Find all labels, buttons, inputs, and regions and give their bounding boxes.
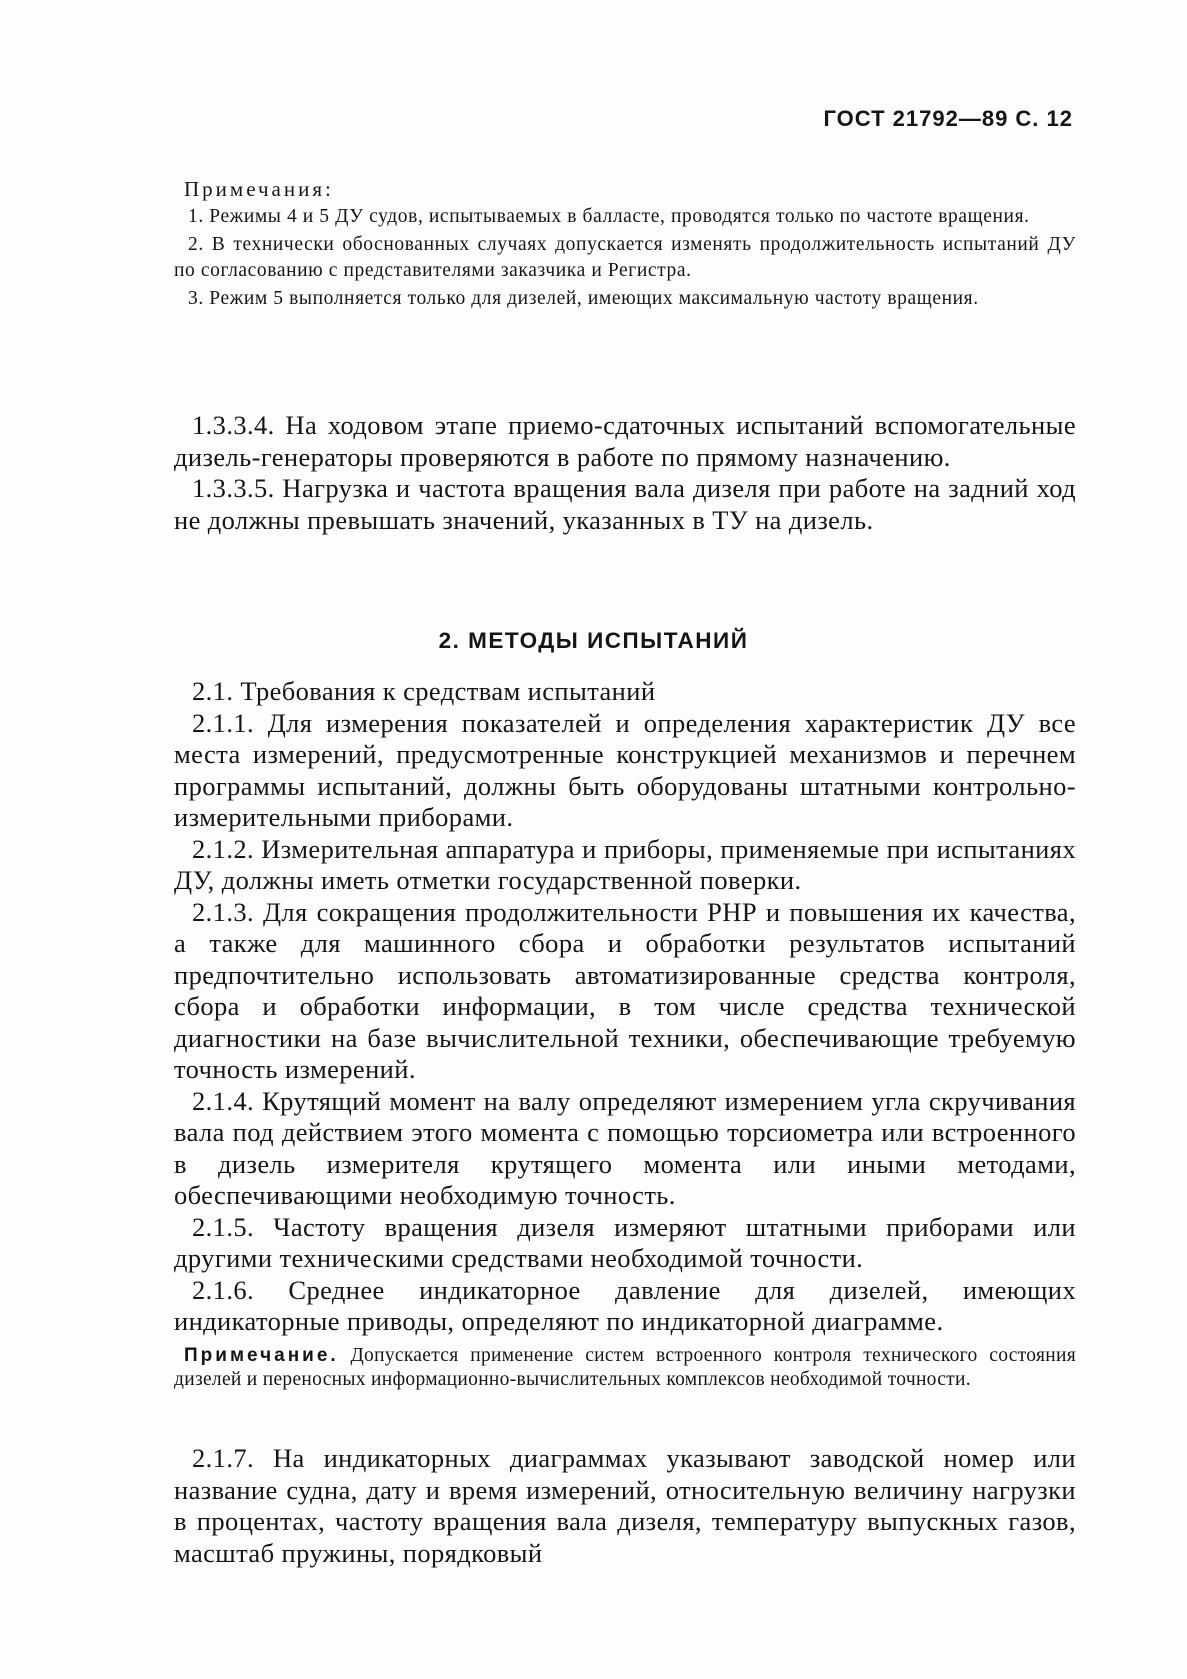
paragraph: 2.1.2. Измерительная аппаратура и приборы, применяемые при испытаниях ДУ, должны иметь отметки государственной поверки.: [174, 833, 1076, 895]
note-item: 3. Режим 5 выполняется только для дизелей, имеющих максимальную частоту вращения.: [188, 288, 979, 309]
notes-caption: Примечания:: [184, 177, 334, 201]
paragraph: 2.1.5. Частоту вращения дизеля измеряют штатными приборами или другими техническими средствами необходимой точности.: [174, 1211, 1076, 1273]
section-heading: 2. МЕТОДЫ ИСПЫТАНИЙ: [438, 628, 749, 653]
section-2-1-7: [174, 1443, 1076, 1569]
note-item: 2. В технически обоснованных случаях допускается изменять продолжительность испытаний ДУ по согласованию с представителями заказчика и Регистра.: [174, 234, 1076, 281]
note-paragraph: [174, 1344, 1076, 1392]
paragraph: 1.3.3.4. На ходовом этапе приемо-сдаточных испытаний вспомогательные дизель-генераторы проверяются в работе по прямому назначению.: [174, 410, 1076, 472]
paragraph: 2.1.3. Для сокращения продолжительности РНР и повышения их качества, а также для машинного сбора и обработки результатов испытаний предпочтительно использовать автоматизированные средства контроля, сбора и обработки информации, в том числе средства технической диагностики на базе вычислительной техники, обеспечивающие требуемую точность измерений.: [174, 896, 1076, 1084]
section-2-1: [174, 676, 1076, 1338]
paragraph: 1.3.3.5. Нагрузка и частота вращения вала дизеля при работе на задний ход не должны превышать значений, указанных в ТУ на дизель.: [174, 473, 1076, 535]
paragraph: 2.1. Требования к средствам испытаний: [192, 676, 656, 706]
note-block: [174, 1344, 1076, 1392]
note-lead: Примечание.: [184, 1345, 339, 1366]
note-text: Допускается применение систем встроенного контроля технического состояния дизелей и переносных информационно-вычислительных комплексов необходимой точности.: [174, 1345, 1076, 1390]
page-header: ГОСТ 21792—89 С. 12: [823, 106, 1073, 131]
note-item: 1. Режимы 4 и 5 ДУ судов, испытываемых в балласте, проводятся только по частоте вращения.: [188, 206, 1030, 227]
paragraph: 2.1.4. Крутящий момент на валу определяют измерением угла скручивания вала под действием этого момента с помощью торсиометра или встроенного в дизель измерителя крутящего момента или иными методами, обеспечивающими необходимую точность.: [174, 1085, 1076, 1210]
notes-block: [174, 176, 1076, 314]
paragraph: 2.1.1. Для измерения показателей и определения характеристик ДУ все места измерений, предусмотренные конструкцией механизмов и перечнем программы испытаний, должны быть оборудованы штатными контрольно-измерительными приборами.: [174, 707, 1076, 832]
paragraph: 2.1.6. Среднее индикаторное давление для дизелей, имеющих индикаторные приводы, определяют по индикаторной диаграмме.: [174, 1274, 1076, 1336]
section-1-3-3: [174, 410, 1076, 536]
paragraph: 2.1.7. На индикаторных диаграммах указывают заводской номер или название судна, дату и время измерений, относительную величину нагрузки в процентах, частоту вращения вала дизеля, температуру выпускных газов, масштаб пружины, порядковый: [174, 1443, 1076, 1568]
